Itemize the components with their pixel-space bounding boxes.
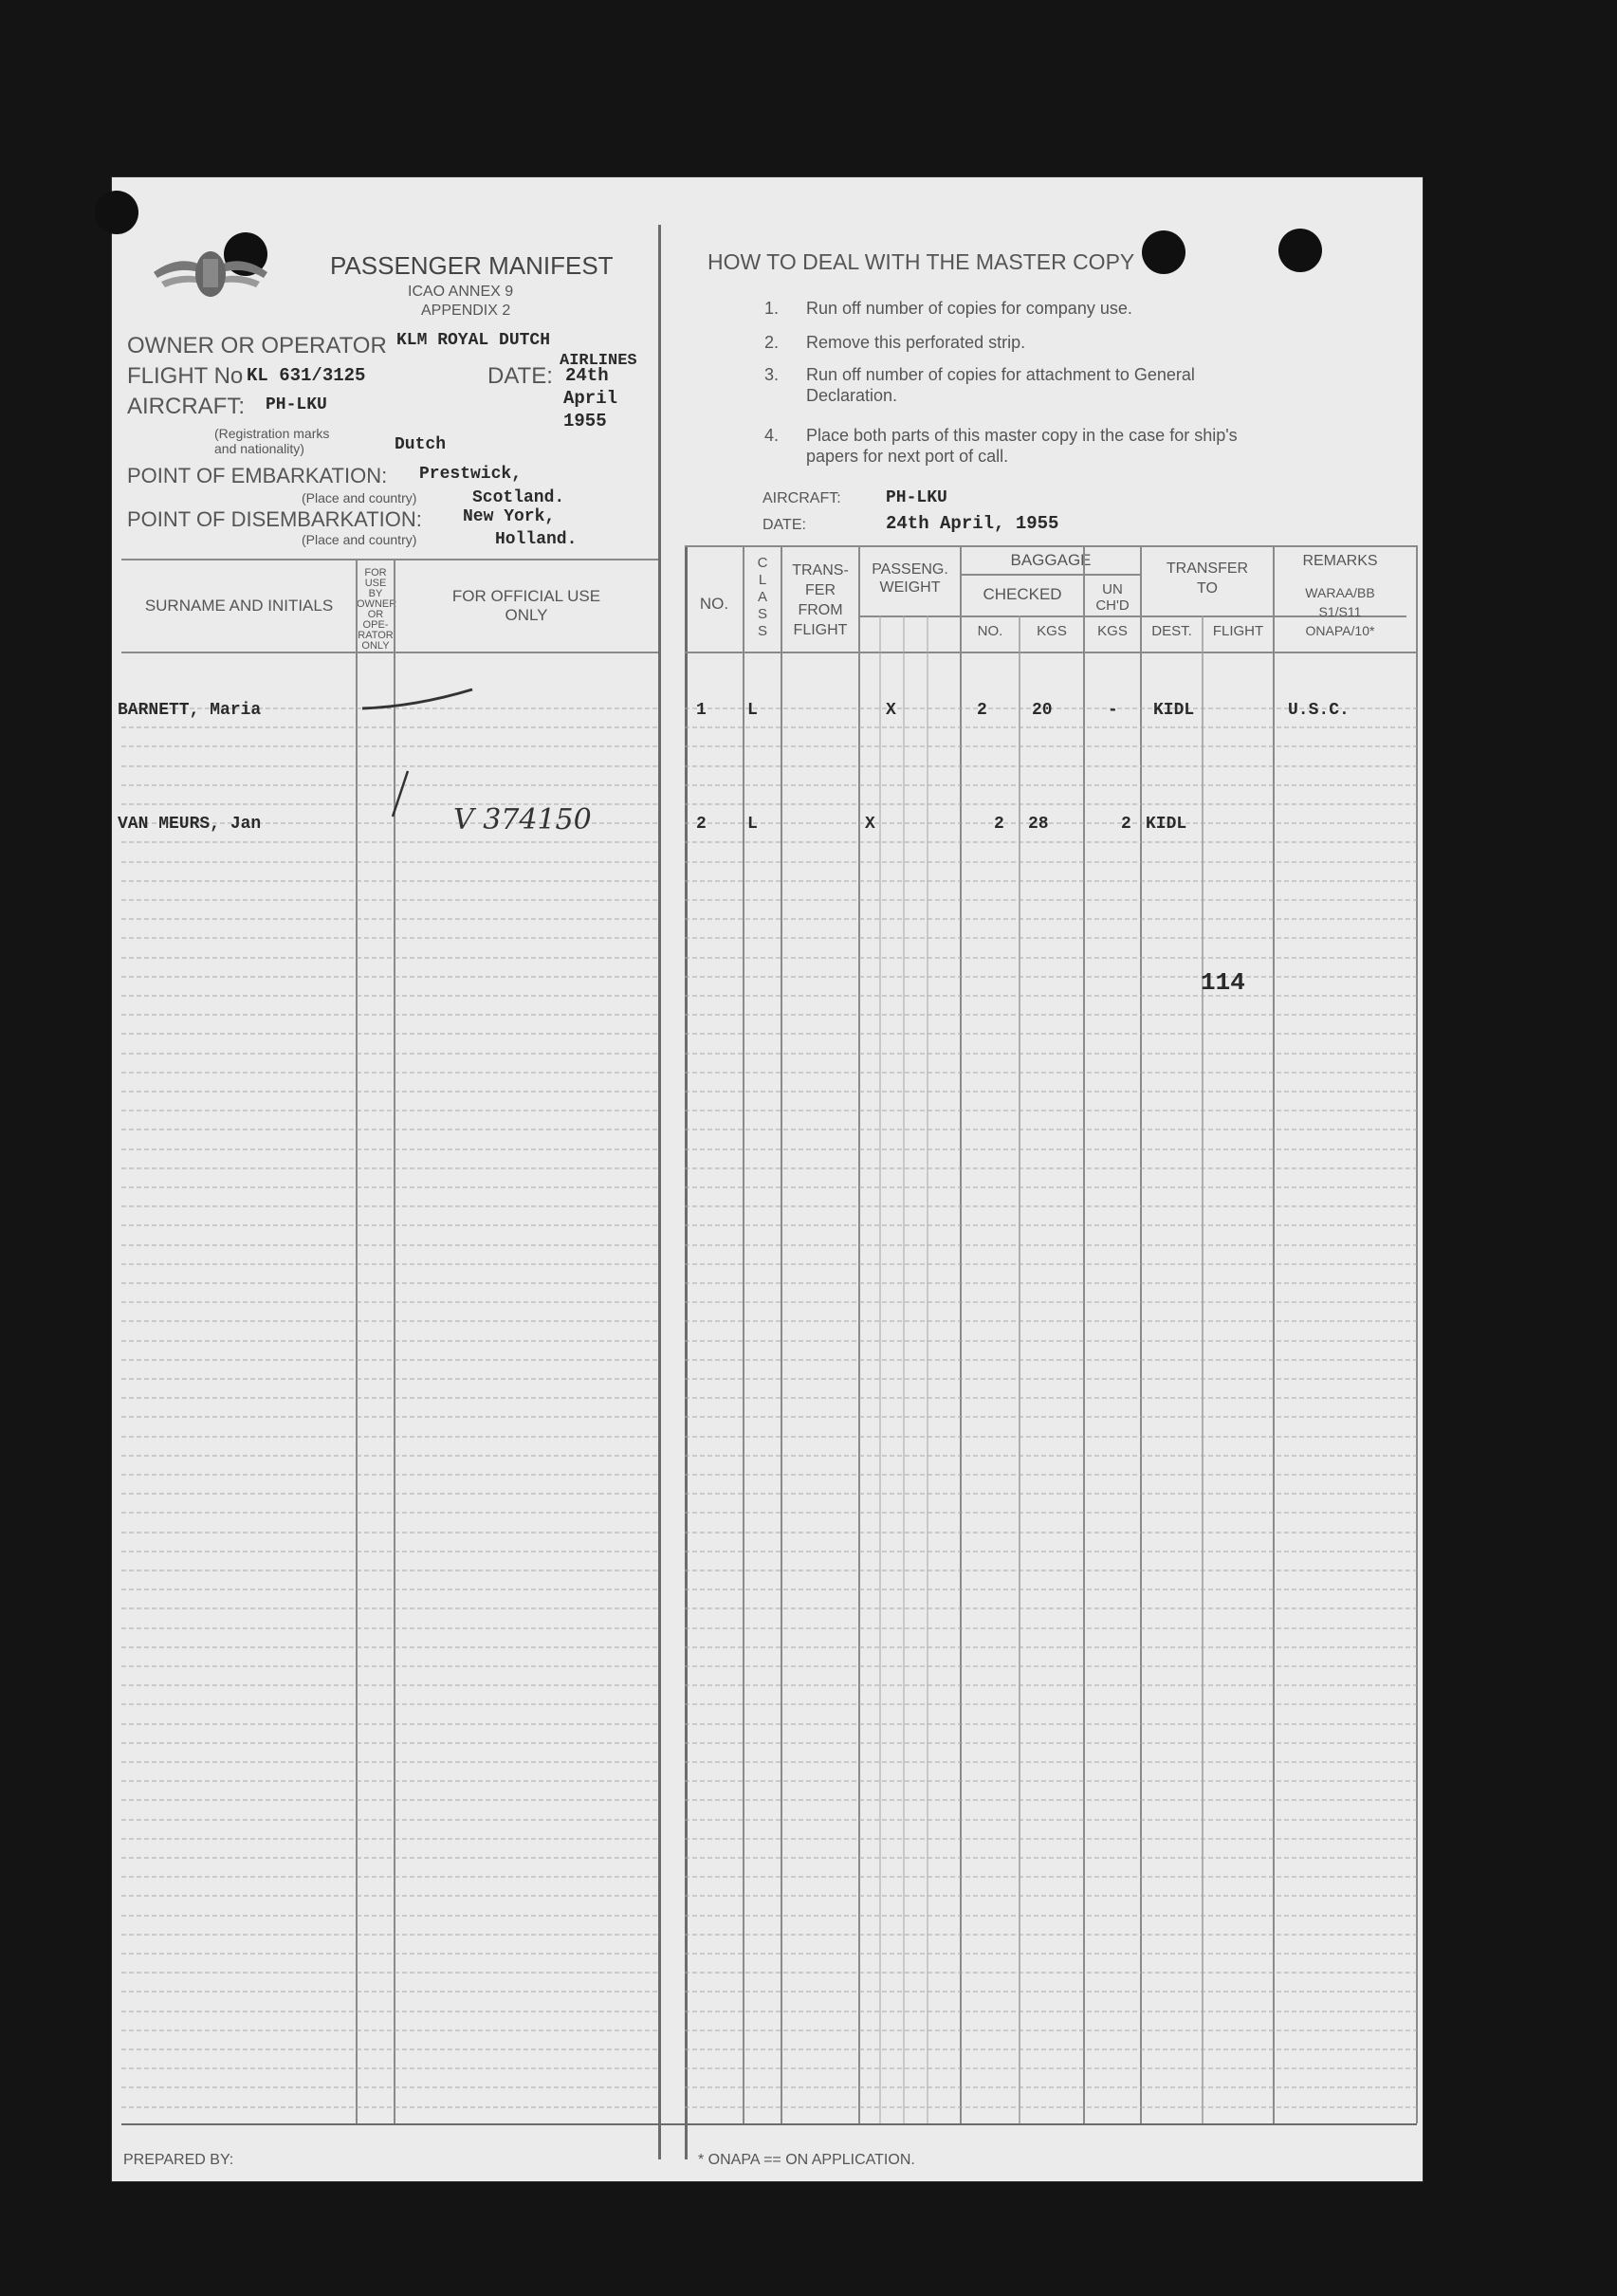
passenger-weight: X	[865, 815, 875, 834]
instruction-num-1: 1.	[764, 299, 780, 318]
passenger-name: BARNETT, Maria	[118, 701, 262, 720]
col-remarks-codes: WARAA/BB S1/S11 ONAPA/10*	[1305, 585, 1375, 638]
col-owner-use: FOR USE BY OWNER OR OPE- RATOR ONLY	[357, 567, 397, 652]
col-checked-no: NO.	[977, 623, 1003, 639]
col-transfer-to: TRANSFER TO	[1166, 560, 1249, 597]
flight-value: KL 631/3125	[247, 365, 366, 386]
col-checked: CHECKED	[983, 585, 1062, 603]
registration-note: (Registration marks	[214, 426, 330, 441]
col-baggage: BAGGAGE	[1010, 551, 1092, 569]
instruction-num-3: 3.	[764, 365, 780, 384]
remarks: U.S.C.	[1288, 701, 1350, 720]
baggage-count: 2	[994, 815, 1004, 834]
official-use-number: V 374150	[453, 803, 592, 836]
operator-value-continued: AIRLINES	[560, 352, 637, 370]
passenger-name: VAN MEURS, Jan	[118, 815, 262, 834]
col-dest: DEST.	[1151, 623, 1192, 639]
instruction-num-4: 4.	[764, 426, 780, 445]
baggage-kgs: 28	[1028, 815, 1049, 834]
date-value-year: 1955	[563, 411, 607, 432]
embarkation-place-note: (Place and country)	[302, 490, 417, 505]
footer-rule	[121, 2123, 1417, 2125]
owner-tick-mark	[387, 765, 415, 822]
col-unchecked: UN CH'D	[1095, 581, 1130, 614]
disembarkation-place-note: (Place and country)	[302, 532, 417, 547]
flight-label: FLIGHT No	[127, 363, 244, 389]
aircraft-label: AIRCRAFT:	[127, 394, 246, 419]
instructions-title: HOW TO DEAL WITH THE MASTER COPY	[707, 249, 1135, 274]
embarkation-label: POINT OF EMBARKATION:	[127, 464, 388, 487]
prepared-by-label: PREPARED BY:	[123, 2152, 234, 2168]
unchecked-kgs: -	[1108, 701, 1118, 720]
icao-annex: ICAO ANNEX 9	[408, 284, 514, 300]
col-transfer-from: TRANS- FER FROM FLIGHT	[792, 562, 849, 638]
disembarkation-value: New York,	[463, 507, 556, 526]
instructions-aircraft-value: PH-LKU	[886, 488, 947, 507]
manifest-page	[112, 177, 1423, 2181]
disembarkation-label: POINT OF DISEMBARKATION:	[127, 507, 422, 531]
baggage-count: 2	[977, 701, 987, 720]
baggage-kgs: 20	[1032, 701, 1053, 720]
operator-value: KLM ROYAL DUTCH	[396, 331, 551, 350]
instructions-date-label: DATE:	[763, 517, 806, 533]
manifest-title: PASSENGER MANIFEST	[330, 251, 614, 280]
instruction-text-4: Place both parts of this master copy in the case for ship's	[806, 426, 1238, 445]
instruction-text-1: Run off number of copies for company use.	[806, 299, 1132, 318]
embarkation-value: Prestwick,	[419, 465, 523, 484]
passenger-class: L	[747, 701, 758, 720]
col-flight: FLIGHT	[1212, 623, 1264, 639]
instructions-aircraft-label: AIRCRAFT:	[763, 490, 841, 506]
destination: KIDL	[1146, 815, 1187, 834]
embarkation-country: Scotland.	[472, 488, 565, 507]
col-passenger-weight: PASSENG. WEIGHT	[872, 561, 948, 596]
passenger-no: 1	[696, 701, 707, 720]
col-no: NO.	[699, 595, 729, 613]
col-unchecked-kgs: KGS	[1097, 623, 1128, 639]
instruction-text-3: Run off number of copies for attachment to General	[806, 365, 1195, 384]
unchecked-kgs: 2	[1121, 815, 1131, 834]
col-official-use: FOR OFFICIAL USE ONLY	[451, 587, 601, 624]
instructions-date-value: 24th April, 1955	[886, 513, 1059, 534]
col-remarks: REMARKS	[1302, 553, 1378, 569]
passenger-class: L	[747, 815, 758, 834]
owner-tick-mark	[358, 680, 491, 718]
destination: KIDL	[1153, 701, 1195, 720]
instruction-text-4b: papers for next port of call.	[806, 447, 1009, 466]
nationality-value: Dutch	[395, 435, 447, 454]
ruled-grid	[112, 177, 1423, 2181]
registration-note-2: and nationality)	[214, 441, 304, 456]
operator-label: OWNER OR OPERATOR	[127, 333, 387, 358]
instruction-num-2: 2.	[764, 333, 780, 352]
col-surname: SURNAME AND INITIALS	[144, 597, 334, 615]
date-value-month: April	[563, 388, 618, 409]
aircraft-value: PH-LKU	[266, 395, 327, 414]
date-label: DATE:	[487, 363, 553, 389]
instruction-text-3b: Declaration.	[806, 386, 898, 405]
instruction-text-2: Remove this perforated strip.	[806, 333, 1026, 352]
appendix: APPENDIX 2	[421, 303, 511, 319]
disembarkation-country: Holland.	[495, 530, 578, 549]
page-annotation: 114	[1201, 968, 1245, 997]
col-class: C L A S S	[757, 555, 768, 639]
col-checked-kgs: KGS	[1037, 623, 1067, 639]
passenger-weight: X	[886, 701, 896, 720]
passenger-no: 2	[696, 815, 707, 834]
date-value: 24th	[565, 365, 609, 386]
onapa-note: * ONAPA == ON APPLICATION.	[698, 2152, 915, 2168]
